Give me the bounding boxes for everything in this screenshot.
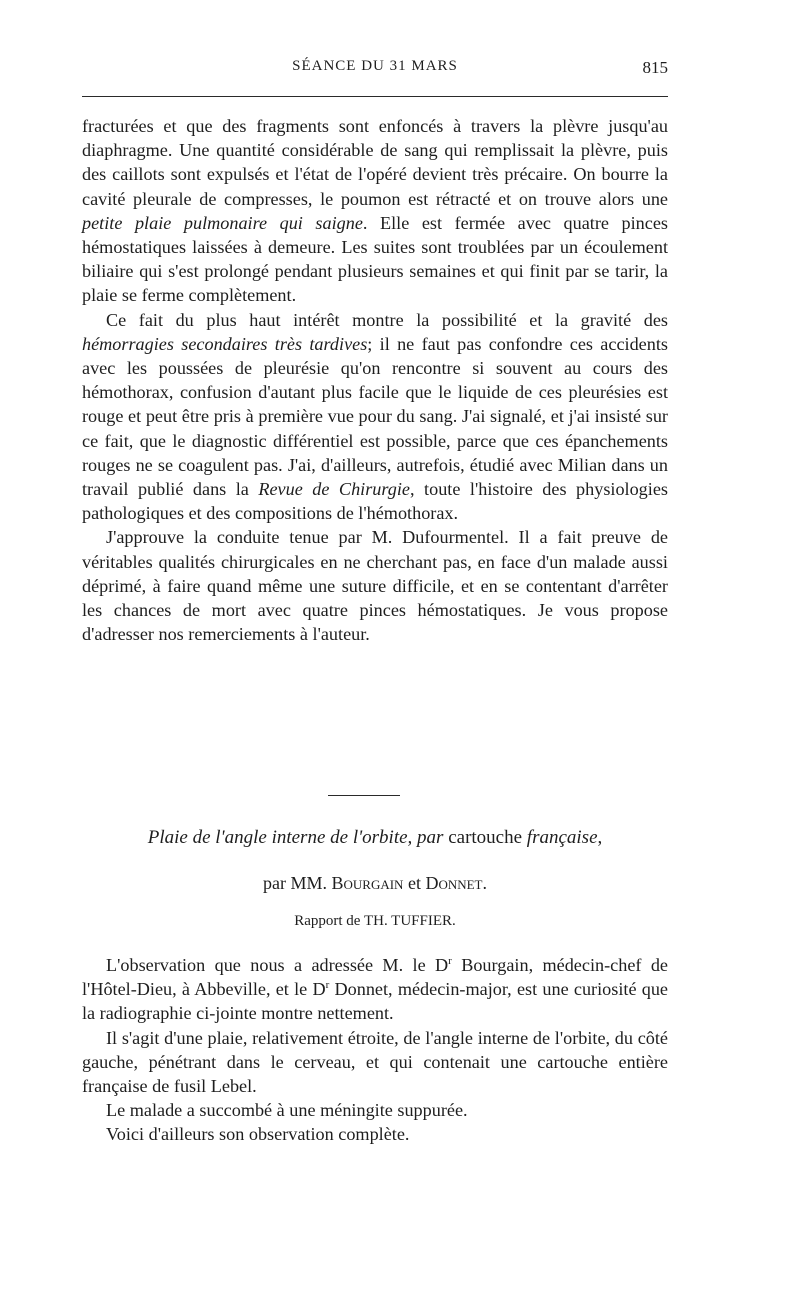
text-run: Ce fait du plus haut intérêt montre la possibilité et la gravité des xyxy=(106,309,668,330)
paragraph xyxy=(82,525,668,646)
report-byline: Rapport de TH. TUFFIER. xyxy=(294,913,456,929)
body-text-block-2 xyxy=(82,953,668,1147)
running-head xyxy=(82,58,668,86)
italic-run: hémorragies secondaires très tardives xyxy=(82,333,368,354)
header-rule xyxy=(82,96,668,97)
italic-run: Revue de Chirurgie xyxy=(258,479,411,500)
text-run: , xyxy=(597,827,603,848)
paragraph xyxy=(82,1026,668,1099)
author-name: Bourgain xyxy=(331,873,404,893)
text-run: L'observation que nous a adressée M. le D xyxy=(106,955,449,975)
paragraph xyxy=(82,114,668,308)
article-authors xyxy=(82,871,668,895)
italic-run: Plaie de l'angle interne de l'orbite, par xyxy=(147,827,444,848)
paragraph xyxy=(82,1122,668,1146)
text-run: Donnet, médecin-major, est une curiosité que la radiographie ci-jointe montre nettement. xyxy=(82,979,669,1024)
section-separator xyxy=(328,795,400,796)
italic-run: petite plaie pulmonaire qui saigne xyxy=(82,212,363,233)
paragraph xyxy=(82,1098,668,1122)
article-title xyxy=(82,826,668,850)
text-run: . Elle est fermée avec quatre pinces hémostatiques laissées à demeure. Les suites sont troublées par un écoulement biliaire qui s'est prolongé pendant plusieurs semaines et qui finit par se tarir, la plaie se ferme complètement. xyxy=(82,212,668,306)
text-run: cartouche xyxy=(443,827,527,848)
italic-run: française xyxy=(526,827,598,848)
text-run: Bourgain, médecin-chef de l'Hôtel-Dieu, à Abbeville, et le D xyxy=(82,955,668,1000)
authors-prefix: par MM. xyxy=(263,873,332,893)
text-run: Le malade a succombé à une méningite suppurée. xyxy=(106,1100,468,1121)
superscript-run: r xyxy=(325,979,330,992)
page-number: 815 xyxy=(642,58,668,77)
author-name: Donnet xyxy=(425,873,483,893)
authors-suffix: . xyxy=(482,873,487,893)
running-title: SÉANCE DU 31 MARS xyxy=(292,58,458,74)
text-run: Il s'agit d'une plaie, relativement étroite, de l'angle interne de l'orbite, du côté gauche, pénétrant dans le cerveau, et qui contenait une cartouche entière française de fusil Lebel. xyxy=(82,1027,668,1097)
text-run: J'approuve la conduite tenue par M. Dufourmentel. Il a fait preuve de véritables qualités chirurgicales en ne cherchant pas, en face d'un malade aussi déprimé, à faire quand même une suture difficile, et en se contentant d'arrêter les chances de mort avec quatre pinces hémostatiques. Je vous propose d'adresser nos remerciements à l'auteur. xyxy=(82,527,668,645)
text-run: Voici d'ailleurs son observation complète. xyxy=(106,1124,410,1145)
text-run: , toute l'histoire des physiologies pathologiques et des compositions de l'hémothorax. xyxy=(82,479,668,524)
text-run: fracturées et que des fragments sont enfoncés à travers la plèvre jusqu'au diaphragme. Une quantité considérable de sang qui remplissait la plèvre, puis des caillots sont expulsés et l'état de l'opéré devient très précaire. On bourre la cavité pleurale de compresses, le poumon est rétracté et on trouve alors une xyxy=(82,116,668,209)
authors-conjunction: et xyxy=(403,873,426,893)
paragraph xyxy=(82,308,668,526)
superscript-run: r xyxy=(448,954,452,967)
paragraph xyxy=(82,953,668,1026)
text-run: ; il ne faut pas confondre ces accidents avec les poussées de pleurésie qu'on rencontre si souvent au cours des hémothorax, confusion d'autant plus facile que le liquide de ces pleurésies est rouge et peut être pris à première vue pour du sang. J'ai signalé, et j'ai insisté sur ce fait, que le diagnostic différentiel est possible, parce que ces épanchements rouges ne se coagulent pas. J'ai, d'ailleurs, autrefois, étudié avec Milian dans un travail publié dans la xyxy=(82,333,668,500)
body-text-block-1 xyxy=(82,114,668,646)
